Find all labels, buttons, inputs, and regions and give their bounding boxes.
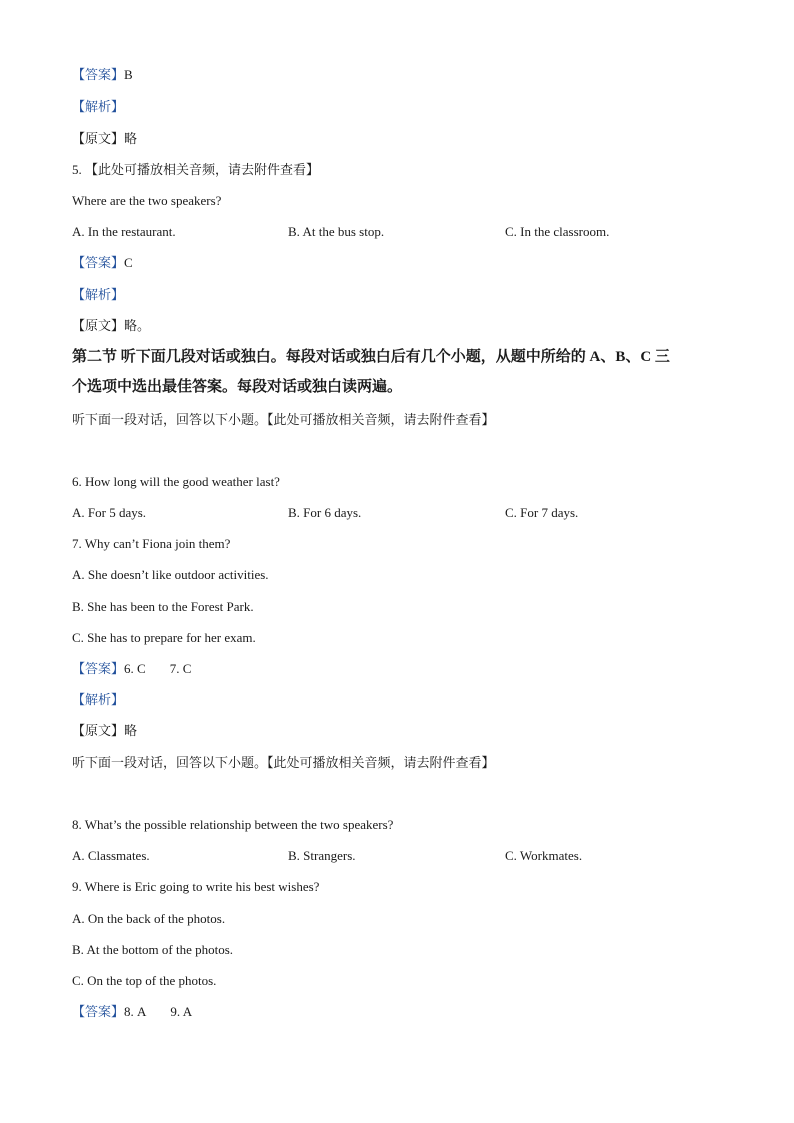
answer-tag: 【答案】 (72, 661, 125, 676)
question-6-option-b: B. For 6 days. (288, 505, 362, 520)
analysis-line (72, 286, 124, 304)
answer-value-9: 9. A (170, 1004, 193, 1019)
original-value: 略 (124, 131, 138, 146)
question-7-text: 7. Why can’t Fiona join them? (72, 536, 231, 551)
question-7-option-a: A. She doesn’t like outdoor activities. (72, 567, 269, 582)
question-9-option-b: B. At the bottom of the photos. (72, 942, 234, 957)
question-5-title: 5. 【此处可播放相关音频，请去附件查看】 (72, 162, 320, 177)
analysis-tag: 【解析】 (72, 287, 125, 302)
question-7-option-c: C. She has to prepare for her exam. (72, 630, 256, 645)
section-2-heading-line-1: 第二节 听下面几段对话或独白。每段对话或独白后有几个小题，从题中所给的 A、B、C 三 (72, 349, 670, 365)
original-tag: 【原文】 (72, 131, 125, 146)
answer-value-7: 7. C (169, 661, 192, 676)
question-9-option-c: C. On the top of the photos. (72, 973, 217, 988)
question-6-option-c: C. For 7 days. (505, 505, 579, 520)
answer-line (72, 1003, 192, 1021)
question-5-option-a: A. In the restaurant. (72, 224, 176, 239)
question-7-option-b: B. She has been to the Forest Park. (72, 599, 254, 614)
question-9-text: 9. Where is Eric going to write his best wishes? (72, 879, 320, 894)
question-5-option-b: B. At the bus stop. (288, 224, 385, 239)
answer-line (72, 660, 191, 678)
question-8-option-c: C. Workmates. (505, 848, 583, 863)
answer-tag: 【答案】 (72, 255, 125, 270)
question-5-text: Where are the two speakers? (72, 193, 222, 208)
original-text-line (72, 130, 137, 148)
original-value: 略 (124, 723, 138, 738)
answer-value-8: 8. A (124, 1004, 147, 1019)
answer-value: C (124, 255, 133, 270)
question-6-option-a: A. For 5 days. (72, 505, 147, 520)
analysis-tag: 【解析】 (72, 99, 125, 114)
question-9-option-a: A. On the back of the photos. (72, 911, 226, 926)
original-tag: 【原文】 (72, 318, 125, 333)
listen-instruction-1: 听下面一段对话，回答以下小题。【此处可播放相关音频，请去附件查看】 (72, 412, 495, 427)
analysis-line (72, 98, 124, 116)
section-2-heading-line-2: 个选项中选出最佳答案。每段对话或独白读两遍。 (72, 379, 403, 395)
question-5-option-c: C. In the classroom. (505, 224, 610, 239)
answer-value-6: 6. C (124, 661, 146, 676)
original-value: 略。 (124, 318, 151, 333)
analysis-tag: 【解析】 (72, 692, 125, 707)
listen-instruction-2: 听下面一段对话，回答以下小题。【此处可播放相关音频，请去附件查看】 (72, 755, 495, 770)
answer-line (72, 66, 133, 84)
question-6-text: 6. How long will the good weather last? (72, 474, 280, 489)
answer-tag: 【答案】 (72, 67, 125, 82)
question-8-text: 8. What’s the possible relationship between the two speakers? (72, 817, 394, 832)
answer-value: B (124, 67, 133, 82)
question-8-option-b: B. Strangers. (288, 848, 356, 863)
answer-tag: 【答案】 (72, 1004, 125, 1019)
original-text-line (72, 317, 150, 335)
answer-line (72, 254, 133, 272)
original-text-line (72, 722, 137, 740)
analysis-line (72, 691, 124, 709)
original-tag: 【原文】 (72, 723, 125, 738)
question-8-option-a: A. Classmates. (72, 848, 150, 863)
